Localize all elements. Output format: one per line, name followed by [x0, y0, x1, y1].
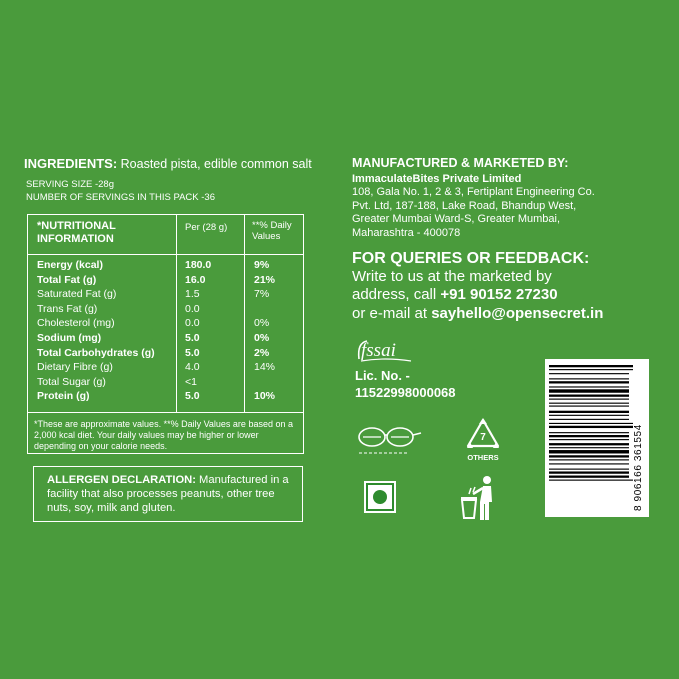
- ingredients-text: Roasted pista, edible common salt: [117, 157, 312, 171]
- nutrient-daily-value: 10%: [254, 390, 276, 403]
- nutrient-name: Dietary Fibre (g): [37, 361, 113, 374]
- queries-line1: Write to us at the marketed by: [352, 268, 552, 285]
- nutrient-per-serving: 5.0: [185, 346, 200, 359]
- barcode-bar: [549, 365, 633, 367]
- nutrition-header-dv: [252, 220, 292, 242]
- dispose-in-bin-icon: [459, 474, 499, 522]
- nutrition-row: [28, 361, 303, 376]
- nutrition-footnote: *These are approximate values. **% Daily Values are based on a 2,000 kcal diet. Your daily values may be higher or lower depending on your calorie needs.: [34, 419, 293, 451]
- serving-size: SERVING SIZE -28g: [26, 179, 114, 190]
- license-block: [355, 368, 456, 401]
- queries-line2-prefix: address, call: [352, 286, 441, 304]
- barcode-bar: [549, 469, 629, 470]
- barcode-bar: [549, 447, 629, 448]
- barcode-bar: [549, 435, 629, 437]
- manufacturer-title: MANUFACTURED & MARKETED BY:: [352, 156, 569, 170]
- nutrition-header-per: Per (28 g): [185, 222, 228, 233]
- barcode-bar: [549, 450, 629, 453]
- queries-title: FOR QUERIES OR FEEDBACK:: [352, 250, 590, 267]
- table-divider: [28, 412, 303, 413]
- queries-body: [352, 268, 652, 323]
- veg-mark-icon: [363, 480, 397, 514]
- queries-line3-prefix: or e-mail at: [352, 304, 432, 322]
- barcode-bar: [549, 471, 629, 473]
- nutrition-row: [28, 376, 303, 391]
- recycle-label: OTHERS: [467, 453, 499, 462]
- ingredients-label: INGREDIENTS:: [24, 156, 118, 171]
- barcode-bar: [549, 403, 629, 404]
- nutrition-header: [28, 215, 303, 255]
- queries-line2: [352, 286, 652, 304]
- nutrition-header-name: [37, 220, 116, 246]
- nutrient-per-serving: 0.0: [185, 317, 200, 330]
- nutrient-name: Energy (kcal): [37, 259, 103, 271]
- license-number: 11522998000068: [355, 384, 456, 400]
- nutrition-row: [28, 347, 303, 362]
- nutrient-per-serving: 180.0: [185, 259, 212, 271]
- swachh-bharat-icon: [355, 423, 425, 459]
- barcode-bar: [549, 432, 629, 433]
- allergen-label: ALLERGEN DECLARATION:: [47, 474, 196, 486]
- nutrient-daily-value: 2%: [254, 346, 270, 359]
- nutrition-row: [28, 303, 303, 318]
- recycle-number: 7: [480, 432, 486, 443]
- ingredients-line: [24, 156, 312, 171]
- barcode-bar: [549, 373, 629, 374]
- address-line: Maharashtra - 400078: [352, 226, 461, 239]
- barcode-bar: [549, 378, 629, 379]
- barcode-bar: [549, 419, 629, 420]
- barcode-bar: [549, 406, 629, 407]
- header-dv-line1: **% Daily: [252, 220, 292, 231]
- nutrient-name: Total Carbohydrates (g): [37, 346, 155, 359]
- nutrient-per-serving: <1: [185, 375, 197, 388]
- barcode-bar: [549, 389, 629, 392]
- nutrient-name: Cholesterol (mg): [37, 317, 115, 330]
- header-name-line2: INFORMATION: [37, 233, 114, 245]
- recycle-icon: [465, 417, 501, 463]
- nutrient-daily-value: 0%: [254, 317, 270, 330]
- allergen-text-block: [47, 473, 297, 515]
- nutrient-per-serving: 5.0: [185, 332, 200, 344]
- barcode-bar: [549, 480, 633, 481]
- email-address[interactable]: sayhello@opensecret.in: [431, 304, 604, 322]
- nutrition-row: [28, 317, 303, 332]
- barcode-bar: [549, 426, 633, 428]
- barcode-digits: 8 906166 361554: [633, 424, 644, 511]
- barcode-bar: [549, 411, 629, 413]
- barcode-bar: [549, 476, 629, 478]
- barcode-bar: [549, 395, 629, 397]
- header-name-line1: *NUTRITIONAL: [37, 220, 116, 232]
- barcode-bar: [549, 455, 629, 457]
- nutrient-name: Total Fat (g): [37, 273, 97, 286]
- barcode-bar: [549, 439, 629, 440]
- nutrition-row: [28, 288, 303, 303]
- serving-info: [26, 178, 215, 204]
- barcode-bar: [549, 415, 629, 416]
- nutrient-per-serving: 1.5: [185, 288, 200, 301]
- nutrition-row: [28, 332, 303, 347]
- nutrient-per-serving: 0.0: [185, 302, 200, 315]
- barcode-bar: [549, 399, 629, 400]
- nutrient-per-serving: 16.0: [185, 273, 206, 286]
- allergen-text: Manufactured in a facility that also processes peanuts, other tree nuts, soy, milk and gluten.: [47, 474, 289, 514]
- nutrient-daily-value: 0%: [254, 332, 270, 344]
- barcode-bar: [549, 443, 629, 445]
- manufacturer-address: [352, 186, 622, 240]
- barcode-bar: [549, 369, 633, 370]
- nutrition-table: [27, 214, 304, 454]
- servings-per-pack: NUMBER OF SERVINGS IN THIS PACK -36: [26, 192, 215, 203]
- nutrient-name: Trans Fat (g): [37, 302, 98, 315]
- nutrient-daily-value: 14%: [254, 361, 276, 374]
- nutrient-daily-value: 7%: [254, 288, 270, 301]
- manufacturer-company: ImmaculateBites Private Limited: [352, 173, 522, 185]
- barcode-bar: [549, 463, 629, 464]
- queries-line3: [352, 305, 652, 323]
- barcode-bar: [549, 386, 629, 387]
- fssai-logo-text: fssai: [361, 340, 396, 361]
- phone-number[interactable]: +91 90152 27230: [440, 286, 558, 304]
- nutrient-per-serving: 5.0: [185, 390, 200, 403]
- header-dv-line2: Values: [252, 231, 281, 242]
- nutrient-name: Protein (g): [37, 390, 90, 403]
- barcode-bar: [549, 423, 633, 424]
- nutrient-name: Saturated Fat (g): [37, 288, 117, 301]
- nutrition-row: [28, 274, 303, 289]
- nutrient-daily-value: 9%: [254, 259, 270, 271]
- nutrient-per-serving: 4.0: [185, 361, 200, 374]
- nutrient-name: Total Sugar (g): [37, 375, 106, 388]
- fssai-logo: [355, 337, 417, 365]
- address-line: 108, Gala No. 1, 2 & 3, Fertiplant Engineering Co.: [352, 186, 595, 198]
- allergen-box: [33, 466, 303, 522]
- address-line: Pvt. Ltd, 187-188, Lake Road, Bhandup West,: [352, 199, 577, 212]
- barcode-bar: [549, 459, 629, 460]
- nutrient-daily-value: 21%: [254, 273, 276, 286]
- nutrition-row: [28, 390, 303, 405]
- license-label: Lic. No. -: [355, 368, 410, 383]
- address-line: Greater Mumbai Ward-S, Greater Mumbai,: [352, 213, 561, 226]
- barcode: [545, 359, 649, 517]
- nutrition-row: [28, 259, 303, 274]
- barcode-bar: [549, 381, 629, 383]
- nutrient-name: Sodium (mg): [37, 332, 102, 344]
